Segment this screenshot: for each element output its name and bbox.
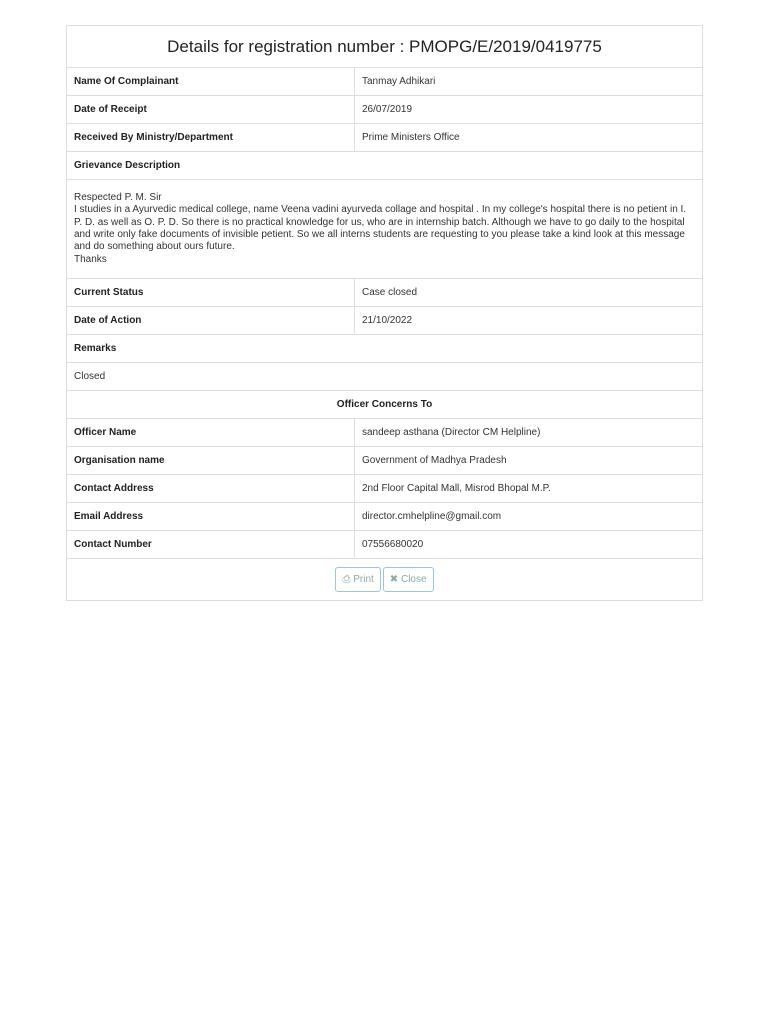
grievance-details	[66, 25, 703, 601]
label: Date of Action	[67, 307, 355, 335]
officer-name: sandeep asthana (Director CM Helpline)	[355, 419, 703, 447]
actions	[67, 559, 703, 601]
close-button[interactable]	[383, 567, 434, 592]
label: Organisation name	[67, 447, 355, 475]
contact-address: 2nd Floor Capital Mall, Misrod Bhopal M.P.	[355, 475, 703, 503]
label: Received By Ministry/Department	[67, 124, 355, 152]
section-heading: Officer Concerns To	[67, 391, 703, 419]
remarks: Closed	[67, 363, 703, 391]
close-icon: ✖	[389, 574, 399, 585]
print-icon: ⎙	[342, 574, 351, 585]
desc-line: Respected P. M. Sir	[74, 191, 162, 203]
print-button[interactable]	[335, 567, 380, 592]
current-status: Case closed	[355, 279, 703, 307]
page-title: Details for registration number : PMOPG/E/2019/0419775	[67, 26, 703, 68]
label: Grievance Description	[67, 152, 703, 180]
close-label: Close	[400, 574, 427, 585]
label: Current Status	[67, 279, 355, 307]
grievance-description	[67, 180, 703, 279]
complainant-name: Tanmay Adhikari	[355, 68, 703, 96]
label: Contact Number	[67, 531, 355, 559]
date-of-action: 21/10/2022	[355, 307, 703, 335]
label: Officer Name	[67, 419, 355, 447]
label: Remarks	[67, 335, 703, 363]
desc-line: Thanks	[74, 253, 107, 265]
desc-line: I studies in a Ayurvedic medical college, name Veena vadini ayurveda collage and hospital . In my college's hospital there is no petient in I. P. D. as well as O. P. D. So there is no practical knowledge for us, who are in internship batch. Although we have to go daily to the hospital and write only fake documents of invisible petient. So we all interns students are requesting to you please take a kind look at this message and do something about ours future.	[74, 204, 687, 253]
contact-number: 07556680020	[355, 531, 703, 559]
label: Date of Receipt	[67, 96, 355, 124]
date-of-receipt: 26/07/2019	[355, 96, 703, 124]
email-address: director.cmhelpline@gmail.com	[355, 503, 703, 531]
details-table	[66, 25, 703, 601]
print-label: Print	[353, 574, 374, 585]
label: Name Of Complainant	[67, 68, 355, 96]
label: Email Address	[67, 503, 355, 531]
ministry: Prime Ministers Office	[355, 124, 703, 152]
label: Contact Address	[67, 475, 355, 503]
organisation: Government of Madhya Pradesh	[355, 447, 703, 475]
